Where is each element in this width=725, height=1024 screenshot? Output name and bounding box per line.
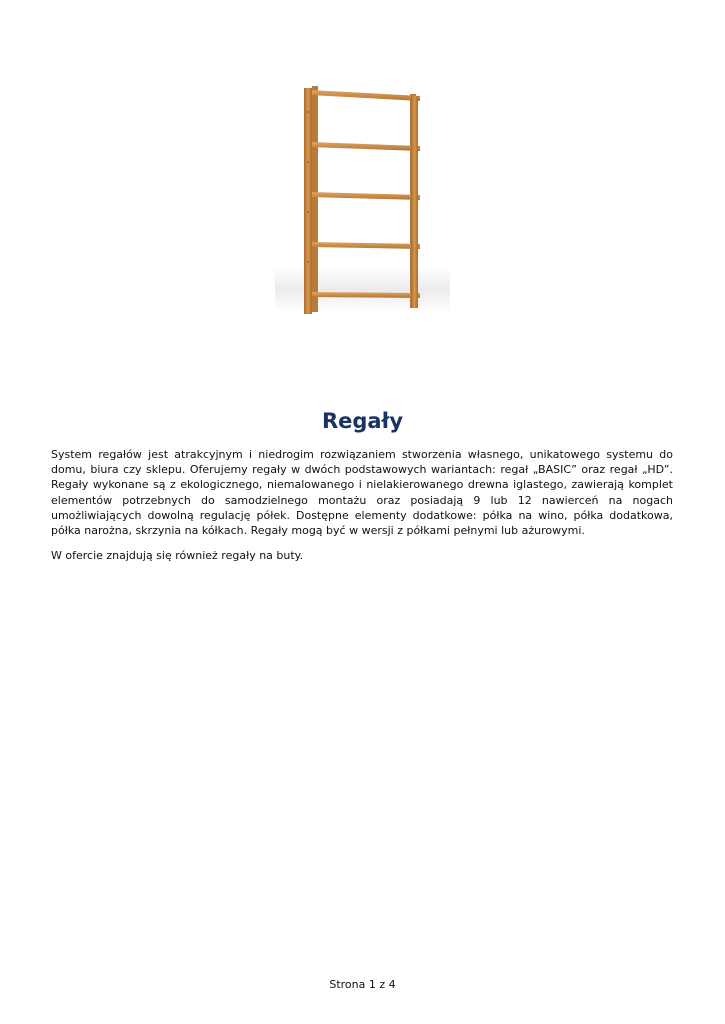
shoe-rack-paragraph: W ofercie znajdują się również regały na buty.: [51, 549, 304, 563]
shelf-unit-image: [270, 82, 455, 322]
page-title: Regały: [321, 409, 404, 433]
body-text: [51, 447, 673, 573]
page-number: Strona 1 z 4: [329, 978, 396, 991]
intro-paragraph: System regałów jest atrakcyjnym i niedrogim rozwiązaniem stworzenia własnego, unikatowego systemu do domu, biura czy sklepu. Oferujemy regały w dwóch podstawowych wariantach: regał „BASIC” oraz regał „HD”. Regały wykonane są z ekologicznego, niemalowanego i nielakierowanego drewna iglastego, zawierają komplet elementów potrzebnych do samodzielnego montażu oraz posiadają 9 lub 12 nawierceń na nogach umożliwiających dowolną regulację półek. Dostępne elementy dodatkowe: półka na wino, półka dodatkowa, półka narożna, skrzynia na kółkach. Regały mogą być w wersji z półkami pełnymi lub ażurowymi.: [51, 448, 673, 538]
